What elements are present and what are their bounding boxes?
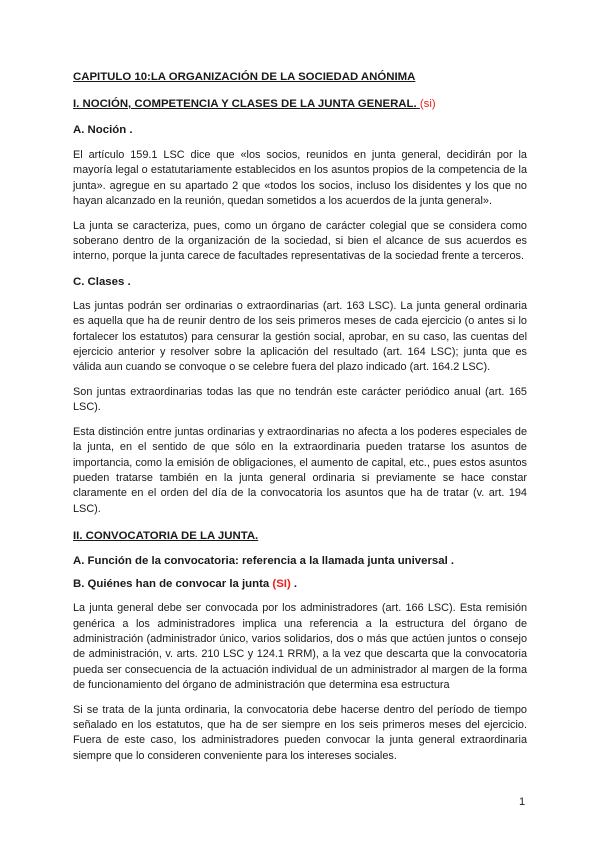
- subheading-funcion-convocatoria: A. Función de la convocatoria: referencia a la llamada junta universal .: [73, 555, 455, 568]
- paragraph-6: La junta general debe ser convocada por los administradores (art. 166 LSC). Esta remisión genérica a los administradores implica una referencia a la estructura del órgano de administración (administrador único, varios solidarios, dos o más que actúen juntos o consejo de administración, v. arts. 210 LSC y 124.1 RRM), a la vez que descarta que la convocatoria pueda ser consecuencia de la actuación individual de un administrador al margen de la forma de funcionamiento del órgano de administración que determina esa estructura: [73, 602, 527, 692]
- paragraph-2: La junta se caracteriza, pues, como un órgano de carácter colegial que se considera como soberano dentro de la organización de la sociedad, si bien el alcance de sus acuerdos es interno, porque la junta carece de facultades representativas de la sociedad frente a terceros.: [73, 219, 527, 263]
- page-number: 1: [519, 796, 526, 808]
- paragraph-1: El artículo 159.1 LSC dice que «los socios, reunidos en junta general, decidirán por la mayoría legal o estatutariamente establecidos en los asuntos propios de la competencia de la junta». agregue en su apartado 2 que «todos los socios, incluso los disidentes y los que no hayan alcanzado en la reunión, quedan sometidos a los acuerdos de la junta general».: [73, 149, 527, 208]
- section-2-heading: II. CONVOCATORIA DE LA JUNTA.: [73, 530, 259, 543]
- paragraph-7: Si se trata de la junta ordinaria, la convocatoria debe hacerse dentro del período de tiempo señalado en los estatutos, que ha de ser siempre en los seis primeros meses del ejercicio. Fuera de este caso, los administradores pueden convocar la junta general extraordinaria siempre que lo consideren conveniente para los intereses sociales.: [73, 703, 527, 762]
- paragraph-5: Esta distinción entre juntas ordinarias y extraordinarias no afecta a los poderes especiales de la junta, en el sentido de que sólo en la extraordinaria pueden tratarse los asuntos de importancia, como la emisión de obligaciones, el aumento de capital, etc., pues estos asuntos pueden tratarse también en la junta general ordinaria si previamente se hace constar claramente en el orden del día de la convocatoria los asuntos que ha de tratar (v. art. 194 LSC).: [73, 425, 527, 515]
- subheading-quienes-text: B. Quiénes han de convocar la junta: [73, 578, 270, 591]
- section-1-heading: [73, 97, 527, 111]
- subheading-noción: A. Noción .: [73, 124, 133, 136]
- subheading-quienes-tag: (SI): [272, 578, 291, 591]
- document-page: [73, 70, 527, 764]
- section-1-tag: (si): [419, 98, 436, 110]
- paragraph-4: Son juntas extraordinarias todas las que no tendrán este carácter periódico anual (art. 165 LSC).: [73, 385, 527, 414]
- subheading-clases: C. Clases .: [73, 275, 131, 288]
- paragraph-3: Las juntas podrán ser ordinarias o extraordinarias (art. 163 LSC). La junta general ordinaria es aquella que ha de reunir dentro de los seis primeros meses de cada ejercicio (o antes si lo fortalecer los estatutos) para censurar la gestión social, aprobar, en su caso, las cuentas del ejercicio anterior y resolver sobre la aplicación del resultado (art. 164 LSC); junta que es válida aun cuando se convoque o se celebre fuera del plazo indicado (art. 164.2 LSC).: [73, 299, 527, 374]
- subheading-quienes-convocan: [73, 577, 527, 591]
- subheading-quienes-post: .: [290, 578, 298, 591]
- section-1-title: I. NOCIÓN, COMPETENCIA Y CLASES DE LA JUNTA GENERAL.: [73, 98, 417, 110]
- chapter-title: CAPITULO 10:LA ORGANIZACIÓN DE LA SOCIEDAD ANÓNIMA: [73, 71, 416, 83]
